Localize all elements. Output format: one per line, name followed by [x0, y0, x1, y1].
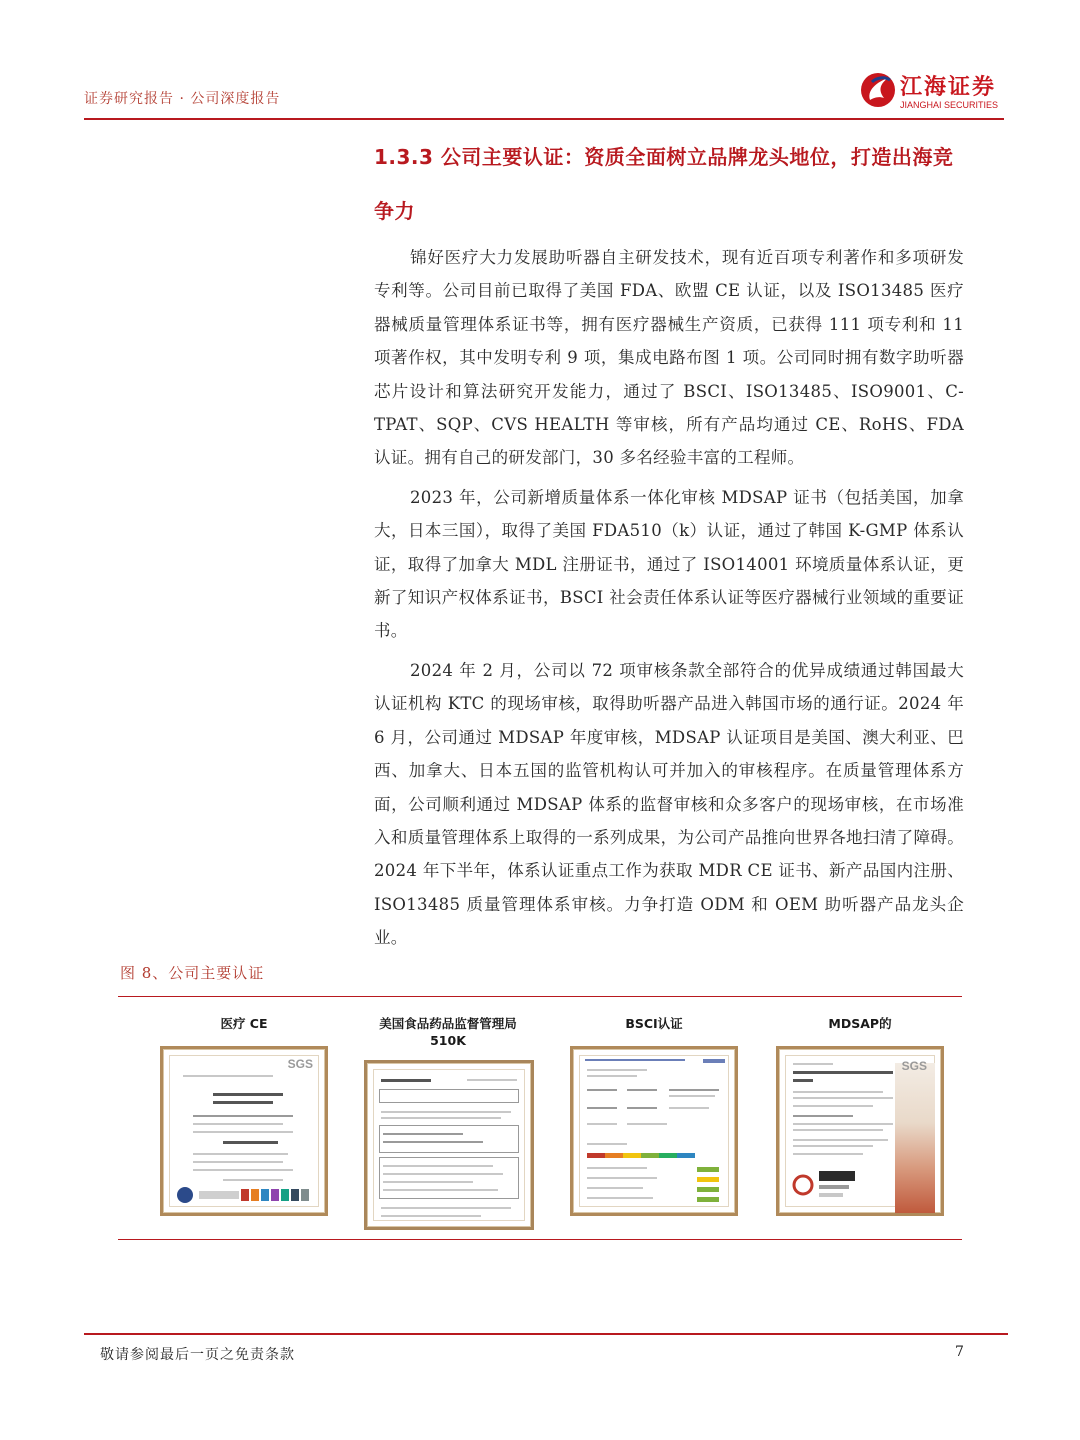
- page-number: 7: [955, 1344, 964, 1360]
- paragraph: 2024 年 2 月，公司以 72 项审核条款全部符合的优异成绩通过韩国最大认证机构 KTC 的现场审核，取得助听器产品进入韩国市场的通行证。2024 年 6 月，公司通过 MDSAP 年度审核，MDSAP 认证项目是美国、澳大利亚、巴西、加拿大、日本五国的监管机构认可并加入的审核程序。在质量管理体系方面，公司顺利通过 MDSAP 体系的监督审核和众多客户的现场审核，在市场准入和质量管理体系上取得的一系列成果，为公司产品推向世界各地扫清了障碍。2024 年下半年，体系认证重点工作为获取 MDR CE 证书、新产品国内注册、ISO13485 质量管理体系审核。力争打造 ODM 和 OEM 助听器产品龙头企业。: [374, 660, 964, 948]
- logo-swirl-icon: [858, 70, 898, 110]
- page-header: [84, 60, 1004, 120]
- footer-divider: [84, 1333, 1008, 1335]
- report-type-label: 证券研究报告 · 公司深度报告: [84, 91, 281, 107]
- cert-label-fda: 美国食品药品监督管理局 510K: [379, 1016, 517, 1048]
- body-text: [374, 241, 964, 955]
- logo-name: 江海证券: [900, 74, 997, 100]
- header-divider: [84, 118, 1004, 120]
- cert-image-fda-510k: [364, 1060, 534, 1230]
- mdsap-accreditation-icon: [791, 1163, 861, 1203]
- sgs-badge: SGS: [287, 1057, 313, 1071]
- cert-image-ce: [160, 1046, 328, 1216]
- accreditation-logos-icon: [175, 1183, 325, 1207]
- figure-bottom-divider: [118, 1239, 962, 1240]
- paragraph: 2023 年，公司新增质量体系一体化审核 MDSAP 证书（包括美国，加拿大，日本三国），取得了美国 FDA510（k）认证，通过了韩国 K-GMP 体系认证，取得了加拿大 MDL 注册证书，通过了 ISO14001 环境质量体系认证，更新了知识产权体系证书，BSCI 社会责任体系认证等医疗器械行业领域的重要证书。: [374, 487, 964, 641]
- cert-image-mdsap: [776, 1046, 944, 1216]
- sgs-badge: SGS: [901, 1059, 927, 1073]
- figure-top-divider: [118, 996, 962, 997]
- logo-subtitle: JIANGHAI SECURITIES: [900, 100, 999, 110]
- section-title: 1.3.3 公司主要认证：资质全面树立品牌龙头地位，打造出海竞争力: [374, 145, 954, 223]
- cert-label-ce: 医疗 CE: [220, 1016, 268, 1031]
- figure-caption: 图 8、公司主要认证: [120, 964, 265, 982]
- cert-image-bsci: [570, 1046, 738, 1216]
- cert-label-bsci: BSCI认证: [625, 1016, 683, 1031]
- paragraph: 锦好医疗大力发展助听器自主研发技术，现有近百项专利著作和多项研发专利等。公司目前已取得了美国 FDA、欧盟 CE 认证，以及 ISO13485 医疗器械质量管理体系证书等，拥有医疗器械生产资质，已获得 111 项专利和 11 项著作权，其中发明专利 9 项，集成电路布图 1 项。公司同时拥有数字助听器芯片设计和算法研究开发能力，通过了 BSCI、ISO13485、ISO9001、C-TPAT、SQP、CVS HEALTH 等审核，所有产品均通过 CE、RoHS、FDA 认证。拥有自己的研发部门，30 多名经验丰富的工程师。: [374, 248, 964, 468]
- company-logo: [858, 70, 998, 114]
- disclaimer-note: 敬请参阅最后一页之免责条款: [100, 1347, 295, 1363]
- cert-label-mdsap: MDSAP的: [828, 1016, 892, 1031]
- decorative-map-graphic: [895, 1063, 935, 1213]
